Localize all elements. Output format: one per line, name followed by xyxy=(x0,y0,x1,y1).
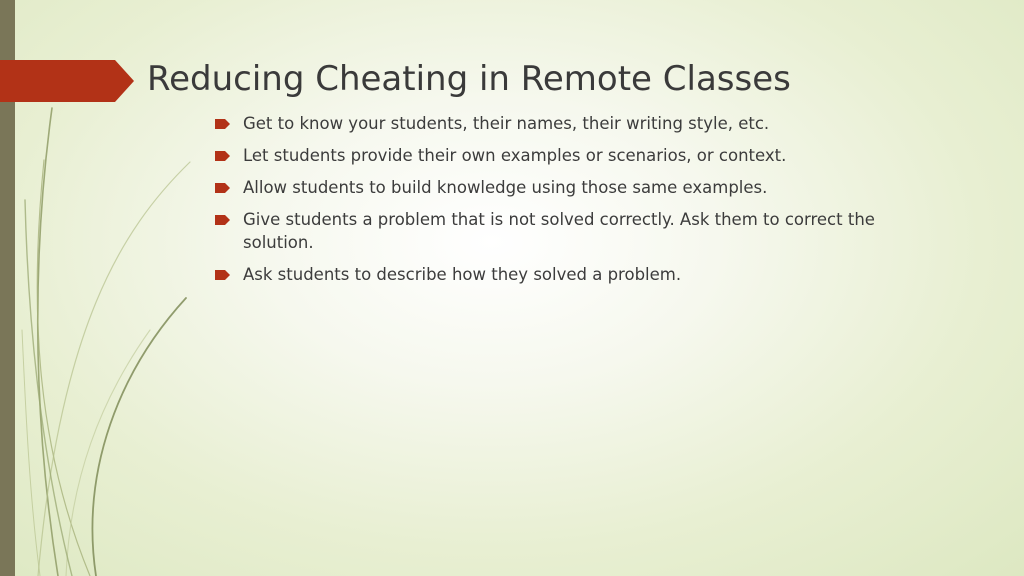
decor-curve xyxy=(38,162,190,576)
arrow-bullet-icon xyxy=(215,215,230,225)
bullet-text: Get to know your students, their names, their writing style, etc. xyxy=(243,114,770,133)
bullet-list xyxy=(214,112,934,295)
list-item xyxy=(214,144,934,167)
arrow-bullet-icon xyxy=(215,270,230,280)
decor-curve xyxy=(38,108,58,576)
bullet-text: Give students a problem that is not solved correctly. Ask them to correct the solution. xyxy=(243,210,875,252)
slide-title: Reducing Cheating in Remote Classes xyxy=(147,59,791,99)
bullet-text: Let students provide their own examples or scenarios, or context. xyxy=(243,146,787,165)
list-item xyxy=(214,176,934,199)
list-item xyxy=(214,263,934,286)
decor-curve xyxy=(25,200,72,576)
decor-curve xyxy=(66,330,150,576)
list-item xyxy=(214,208,934,254)
arrow-bullet-icon xyxy=(215,183,230,193)
decor-curve xyxy=(22,330,40,576)
decor-curve xyxy=(92,298,186,576)
bullet-text: Allow students to build knowledge using those same examples. xyxy=(243,178,768,197)
arrow-bullet-icon xyxy=(215,119,230,129)
arrow-bullet-icon xyxy=(215,151,230,161)
list-item xyxy=(214,112,934,135)
bullet-text: Ask students to describe how they solved a problem. xyxy=(243,265,682,284)
title-accent-arrow xyxy=(0,60,134,102)
